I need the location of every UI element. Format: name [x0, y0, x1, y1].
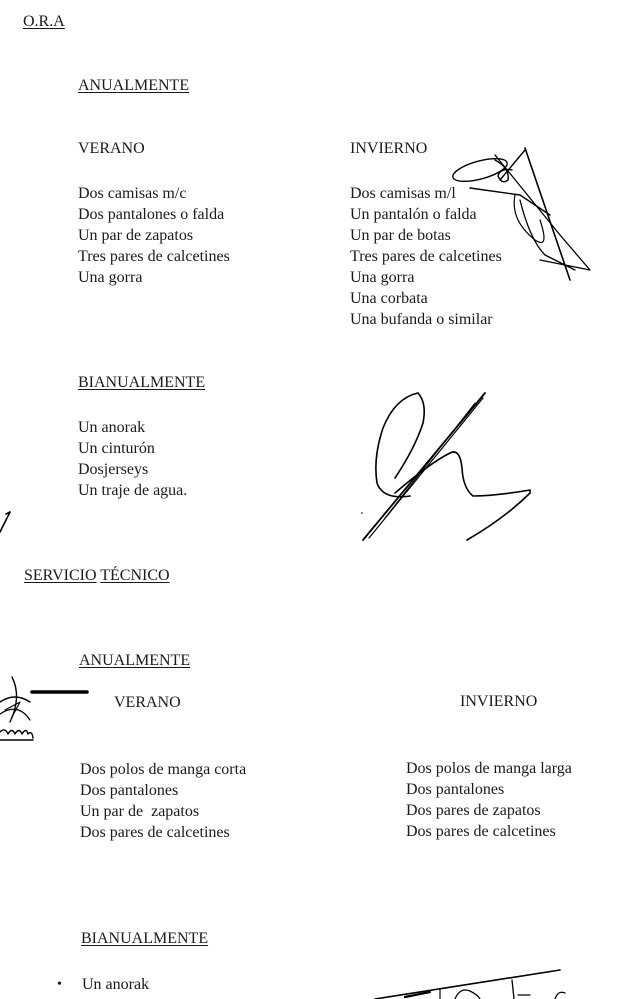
ora-verano-heading: VERANO: [78, 140, 145, 157]
edge-mark-icon: [0, 508, 14, 536]
ora-bianual-list: [78, 417, 187, 501]
st-invierno-list: [406, 758, 572, 842]
list-item: Un par de zapatos: [78, 227, 194, 244]
section-title-ora: O.R.A: [23, 13, 65, 30]
signature-icon: [355, 388, 540, 548]
list-item: Dos pantalones: [80, 782, 179, 799]
st-verano-list: [80, 759, 246, 843]
bullet-icon: •: [57, 977, 62, 992]
section-title-servicio-tecnico: [24, 567, 170, 585]
signature-scribble-icon: [440, 140, 610, 290]
list-item-text: Un anorak: [82, 976, 150, 993]
list-item: Un par de botas: [350, 227, 451, 244]
ora-invierno-heading: INVIERNO: [350, 140, 428, 157]
list-item: Una gorra: [350, 269, 415, 286]
list-item: Dos pares de calcetines: [406, 823, 556, 840]
ora-bianual-heading: BIANUALMENTE: [78, 374, 206, 391]
list-item: Un traje de agua.: [78, 482, 188, 499]
bottom-signature-icon: [370, 965, 570, 999]
list-item: Dos camisas m/c: [78, 185, 187, 202]
list-item: Un pantalón o falda: [350, 206, 477, 223]
list-item: Dos pares de calcetines: [80, 824, 230, 841]
list-item: Una corbata: [350, 290, 428, 307]
list-item: Un cinturón: [78, 440, 155, 457]
list-item: Dos pares de zapatos: [406, 802, 541, 819]
st-verano-heading: VERANO: [114, 694, 181, 711]
list-item: Una bufanda o similar: [350, 311, 493, 328]
list-item: Dos polos de manga larga: [406, 760, 572, 777]
ora-verano-list: [78, 183, 230, 288]
title-part-tecnico: TÉCNICO: [100, 567, 170, 584]
list-item: Dos pantalones: [406, 781, 505, 798]
list-item: [57, 974, 150, 995]
st-invierno-heading: INVIERNO: [460, 693, 538, 710]
list-item: Dos polos de manga corta: [80, 761, 247, 778]
st-bianual-heading: BIANUALMENTE: [81, 930, 209, 947]
list-item: Dosjerseys: [78, 461, 149, 478]
list-item: Tres pares de calcetines: [350, 248, 502, 265]
list-item: Un anorak: [78, 419, 146, 436]
title-part-servicio: SERVICIO: [24, 567, 97, 584]
list-item: Dos pantalones o falda: [78, 206, 225, 223]
st-anual-heading: ANUALMENTE: [79, 652, 191, 669]
st-bianual-list: [57, 974, 150, 995]
ora-anual-heading: ANUALMENTE: [78, 77, 190, 94]
list-item: Dos camisas m/l: [350, 185, 456, 202]
list-item: Un par de zapatos: [80, 803, 200, 820]
list-item: Tres pares de calcetines: [78, 248, 230, 265]
list-item: Una gorra: [78, 269, 143, 286]
stamp-signature-icon: [0, 672, 90, 747]
